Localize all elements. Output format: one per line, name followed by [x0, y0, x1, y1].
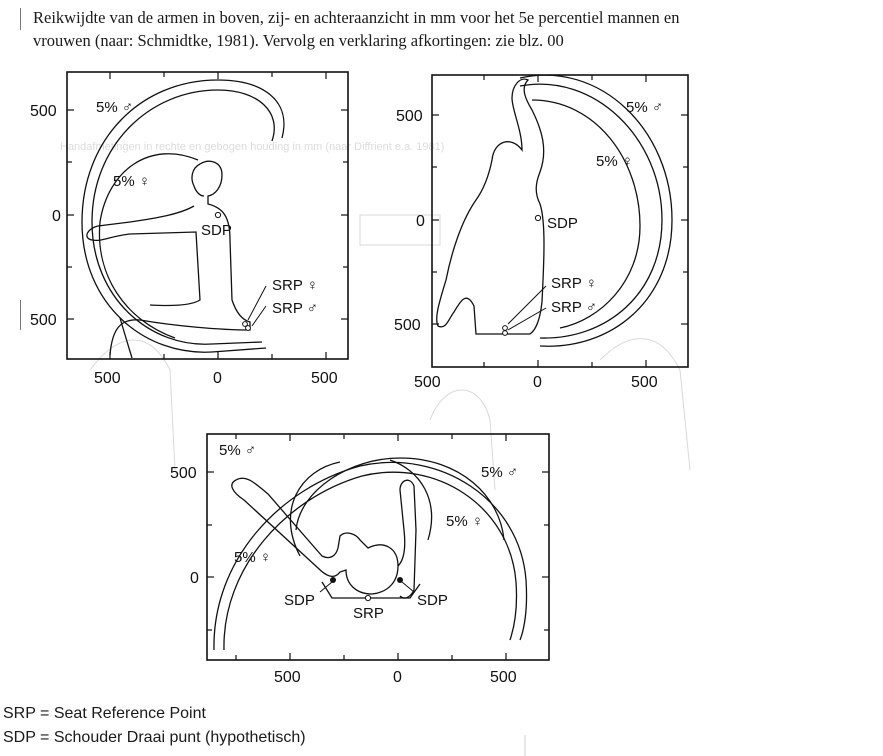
side-seated-person-outline: [87, 161, 250, 355]
rear-x-tick-500-left: 500: [414, 374, 441, 391]
rear-sdp-marker: [535, 215, 540, 220]
top-view-diagram: [170, 434, 549, 686]
rear-person-outline: [437, 79, 544, 334]
side-label-5pct-male: 5% ♂: [96, 99, 134, 116]
top-label-sdp-right: SDP: [417, 592, 448, 609]
rear-label-5pct-male: 5% ♂: [626, 99, 664, 116]
rear-reach-arc-female: [532, 100, 640, 328]
legend-srp: SRP = Seat Reference Point: [3, 705, 206, 722]
side-reach-arc-male-outer: [92, 90, 274, 344]
rear-srp-male-marker: [503, 331, 508, 336]
side-x-tick-0: 0: [213, 370, 222, 387]
top-y-tick-0: 0: [190, 570, 199, 587]
top-srp-marker: [365, 595, 370, 600]
side-sdp-marker: [215, 212, 220, 217]
side-label-srp-male: SRP ♂: [272, 300, 318, 317]
side-view-diagram: [30, 72, 348, 387]
top-person-left-arm-and-head: [232, 478, 398, 594]
side-label-srp-female: SRP ♀: [272, 277, 318, 294]
side-label-sdp: SDP: [201, 222, 232, 239]
side-srp-leader-line: [248, 286, 266, 320]
side-y-tick-500-top: 500: [30, 103, 57, 120]
top-label-5pct-male-left: 5% ♂: [219, 442, 257, 459]
rear-y-tick-0: 0: [416, 213, 425, 230]
top-x-tick-0: 0: [393, 669, 402, 686]
svg-text:Handafmetingen in rechte en ge: Handafmetingen in rechte en gebogen houding in mm (naar Diffrient e.a. 1981): [60, 141, 445, 153]
top-y-tick-500: 500: [170, 465, 197, 482]
legend-sdp: SDP = Schouder Draai punt (hypothetisch): [3, 729, 306, 746]
rear-label-srp-female: SRP ♀: [551, 275, 597, 292]
top-x-tick-500-right: 500: [490, 669, 517, 686]
rear-y-tick-500-bottom: 500: [394, 317, 421, 334]
rear-label-sdp: SDP: [547, 215, 578, 232]
side-y-tick-0: 0: [52, 208, 61, 225]
rear-view-diagram: [394, 75, 688, 391]
rear-x-tick-500-right: 500: [631, 374, 658, 391]
top-label-sdp-left: SDP: [284, 592, 315, 609]
side-reach-arc-male-inner: [82, 80, 284, 352]
side-label-5pct-female: 5% ♀: [113, 173, 151, 190]
rear-srp-female-marker: [503, 326, 508, 331]
top-label-5pct-female-right: 5% ♀: [446, 513, 484, 530]
side-srp-male-marker: [246, 326, 251, 331]
rear-srp-leader-line: [508, 286, 546, 324]
side-x-tick-500-right: 500: [311, 370, 338, 387]
rear-label-5pct-female: 5% ♀: [596, 153, 634, 170]
rear-x-tick-0: 0: [533, 374, 542, 391]
caption-line-1: Reikwijdte van de armen in boven, zij- en achteraanzicht in mm voor het 5e percentiel mannen en: [33, 8, 680, 27]
rear-label-srp-male: SRP ♂: [551, 299, 597, 316]
top-label-5pct-female-left: 5% ♀: [234, 549, 272, 566]
side-y-tick-500-bottom: 500: [30, 312, 57, 329]
top-x-tick-500-left: 500: [274, 669, 301, 686]
top-label-srp: SRP: [353, 605, 384, 622]
top-sdp-leader-line: [320, 582, 332, 592]
top-sdp-leader-line: [402, 582, 414, 592]
caption-line-2: vrouwen (naar: Schmidtke, 1981). Vervolg en verklaring afkortingen: zie blz. 00: [33, 31, 564, 50]
top-label-5pct-male-right: 5% ♂: [481, 464, 519, 481]
side-x-tick-500-left: 500: [94, 370, 121, 387]
top-sdp-left-marker: [330, 577, 336, 583]
rear-y-tick-500-top: 500: [396, 108, 423, 125]
